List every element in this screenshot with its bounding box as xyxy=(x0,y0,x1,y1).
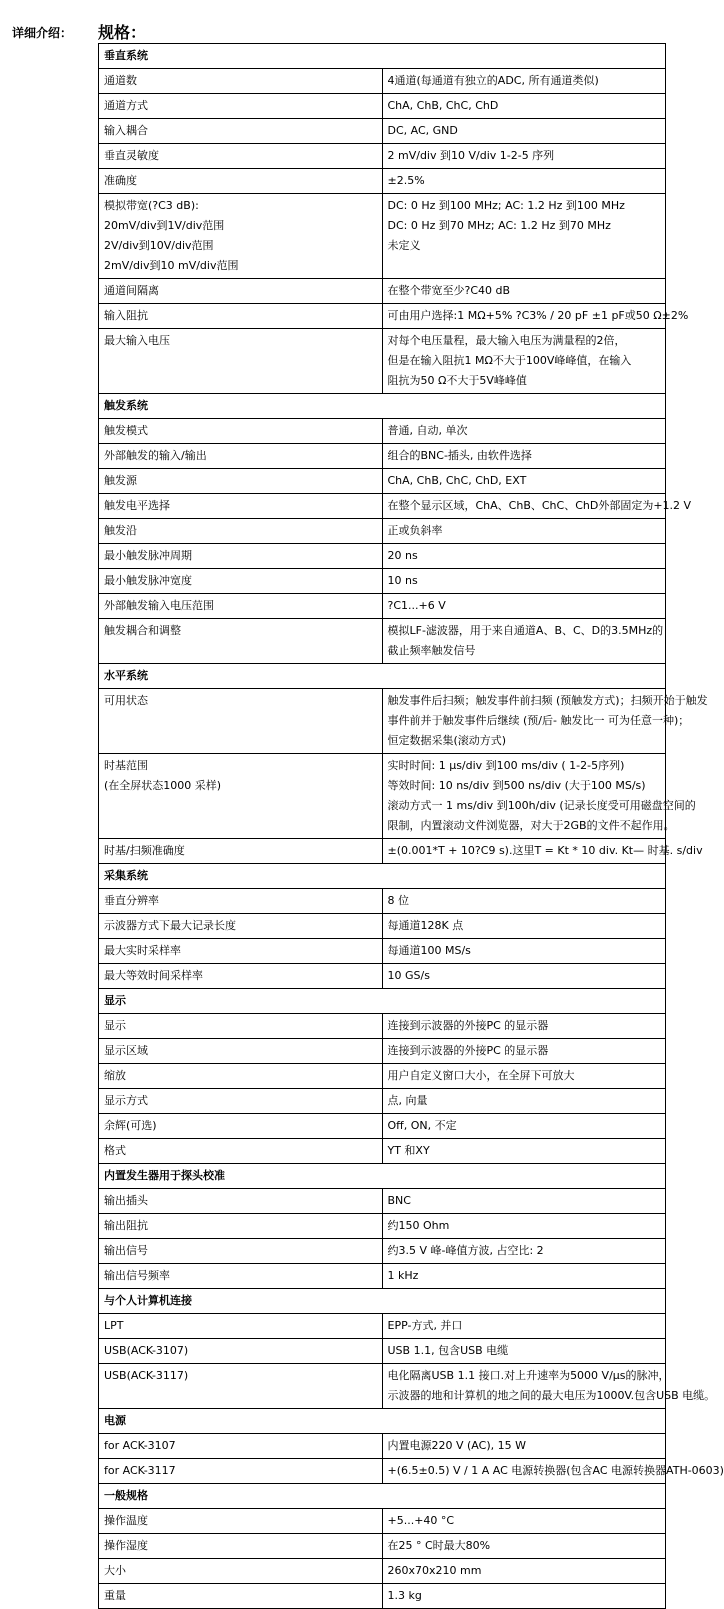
spec-value-cell xyxy=(382,914,666,939)
spec-value-cell xyxy=(382,69,666,94)
spec-value-cell xyxy=(382,494,692,519)
spec-value-cell xyxy=(382,1314,666,1339)
spec-row xyxy=(99,594,666,619)
spec-key-cell xyxy=(99,279,383,304)
spec-table xyxy=(98,43,724,1609)
spec-value-line: 阻抗为50 Ω不大于5V峰峰值 xyxy=(387,374,527,387)
spec-row xyxy=(99,754,666,839)
spec-key-line: 显示 xyxy=(104,1019,126,1032)
spec-row xyxy=(99,469,666,494)
spec-value-line: 内置电源220 V (AC), 15 W xyxy=(387,1439,526,1452)
spec-row xyxy=(99,304,666,329)
spec-value-line: 示波器的地和计算机的地之间的最大电压为1000V.包含USB 电缆。 xyxy=(387,1389,716,1402)
spec-value-cell xyxy=(382,1239,666,1264)
section-title: 垂直系统 xyxy=(99,44,666,69)
spec-value-line: 在整个显示区域，ChA、ChB、ChC、ChD外部固定为+1.2 V xyxy=(387,499,692,512)
spec-value-line: 每通道100 MS/s xyxy=(387,944,471,957)
spec-key-cell xyxy=(99,144,383,169)
spec-row xyxy=(99,94,666,119)
spec-row xyxy=(99,889,666,914)
spec-key-line: 最小触发脉冲宽度 xyxy=(104,574,192,587)
spec-row xyxy=(99,1364,666,1409)
spec-key-line: USB(ACK-3107) xyxy=(104,1344,189,1357)
spec-key-cell xyxy=(99,1264,383,1289)
spec-key-line: 大小 xyxy=(104,1564,126,1577)
spec-key-cell xyxy=(99,689,383,754)
spec-value-line: 等效时间: 10 ns/div 到500 ns/div (大于100 MS/s) xyxy=(387,779,646,792)
spec-value-cell xyxy=(382,1364,716,1409)
spec-value-cell xyxy=(382,1584,666,1609)
spec-row xyxy=(99,1039,666,1064)
spec-value-line: 事件前并于触发事件后继续 (预/后- 触发比一 可为任意一种)； xyxy=(387,714,690,727)
spec-value-cell xyxy=(382,939,666,964)
spec-value-cell xyxy=(382,1264,666,1289)
spec-key-cell xyxy=(99,1139,383,1164)
section-header-row xyxy=(99,664,666,689)
spec-key-cell xyxy=(99,1239,383,1264)
spec-value-line: 260x70x210 mm xyxy=(387,1564,482,1577)
spec-key-line: 2mV/div到10 mV/div范围 xyxy=(104,259,239,272)
spec-key-line: 通道间隔离 xyxy=(104,284,159,297)
spec-key-line: 输出插头 xyxy=(104,1194,148,1207)
spec-value-line: 对每个电压量程，最大输入电压为满量程的2倍， xyxy=(387,334,626,347)
spec-key-line: 最大实时采样率 xyxy=(104,944,181,957)
spec-row xyxy=(99,1089,666,1114)
spec-value-cell xyxy=(382,279,666,304)
spec-value-line: +(6.5±0.5) V / 1 A AC 电源转换器(包含AC 电源转换器ATH-0603) xyxy=(387,1464,724,1477)
spec-value-line: 限制，内置滚动文件浏览器，对大于2GB的文件不起作用。 xyxy=(387,819,675,832)
spec-row xyxy=(99,329,666,394)
spec-row xyxy=(99,1534,666,1559)
spec-key-cell xyxy=(99,594,383,619)
spec-value-cell xyxy=(382,689,708,754)
spec-row xyxy=(99,839,666,864)
spec-key-line: 时基范围 xyxy=(104,759,148,772)
spec-key-line: 触发沿 xyxy=(104,524,137,537)
spec-key-cell xyxy=(99,1509,383,1534)
spec-key-cell xyxy=(99,889,383,914)
spec-value-line: 但是在输入阻抗1 MΩ不大于100V峰峰值，在输入 xyxy=(387,354,632,367)
spec-value-cell xyxy=(382,194,666,279)
spec-value-line: 在整个带宽至少?C40 dB xyxy=(387,284,511,297)
spec-key-line: 触发源 xyxy=(104,474,137,487)
spec-value-line: 20 ns xyxy=(387,549,418,562)
spec-value-cell xyxy=(382,1064,666,1089)
spec-value-line: BNC xyxy=(387,1194,411,1207)
spec-row xyxy=(99,419,666,444)
spec-key-line: 显示方式 xyxy=(104,1094,148,1107)
spec-key-cell xyxy=(99,914,383,939)
spec-value-line: 4通道(每通道有独立的ADC, 所有通道类似) xyxy=(387,74,599,87)
spec-row xyxy=(99,1064,666,1089)
spec-value-line: 恒定数据采集(滚动方式) xyxy=(387,734,507,747)
spec-value-cell xyxy=(382,1459,724,1484)
spec-row xyxy=(99,569,666,594)
section-title: 电源 xyxy=(99,1409,666,1434)
spec-key-line: 余辉(可选) xyxy=(104,1119,157,1132)
spec-row xyxy=(99,1139,666,1164)
spec-key-line: 触发模式 xyxy=(104,424,148,437)
section-title: 一般规格 xyxy=(99,1484,666,1509)
spec-key-line: 垂直灵敏度 xyxy=(104,149,159,162)
spec-row xyxy=(99,914,666,939)
spec-value-line: ?C1...+6 V xyxy=(387,599,446,612)
spec-key-line: 显示区域 xyxy=(104,1044,148,1057)
spec-key-cell xyxy=(99,1039,383,1064)
spec-row xyxy=(99,194,666,279)
spec-value-line: 10 ns xyxy=(387,574,418,587)
spec-value-line: ±(0.001*T + 10?C9 s).这里T = Kt * 10 div. Kt— 时基. s/div xyxy=(387,844,703,857)
spec-value-line: 约3.5 V 峰-峰值方波, 占空比: 2 xyxy=(387,1244,544,1257)
spec-value-line: 点, 向量 xyxy=(387,1094,428,1107)
section-header-row xyxy=(99,44,666,69)
spec-key-cell xyxy=(99,304,383,329)
spec-key-cell xyxy=(99,619,383,664)
spec-value-line: Off, ON, 不定 xyxy=(387,1119,457,1132)
spec-value-cell xyxy=(382,444,666,469)
spec-row xyxy=(99,444,666,469)
spec-key-cell xyxy=(99,444,383,469)
spec-key-line: (在全屏状态1000 采样) xyxy=(104,779,222,792)
spec-value-line: DC: 0 Hz 到100 MHz; AC: 1.2 Hz 到100 MHz xyxy=(387,199,625,212)
section-title: 触发系统 xyxy=(99,394,666,419)
spec-row xyxy=(99,1559,666,1584)
spec-row xyxy=(99,1239,666,1264)
spec-key-line: 触发耦合和调整 xyxy=(104,624,181,637)
spec-value-line: YT 和XY xyxy=(387,1144,430,1157)
spec-value-cell xyxy=(382,144,666,169)
spec-value-cell xyxy=(382,1014,666,1039)
spec-value-cell xyxy=(382,94,666,119)
spec-key-line: 输出阻抗 xyxy=(104,1219,148,1232)
spec-value-line: 未定义 xyxy=(387,239,421,252)
spec-row xyxy=(99,619,666,664)
spec-row xyxy=(99,1584,666,1609)
spec-row xyxy=(99,1189,666,1214)
spec-key-cell xyxy=(99,469,383,494)
spec-row xyxy=(99,69,666,94)
spec-row xyxy=(99,494,666,519)
spec-value-cell xyxy=(382,1189,666,1214)
spec-key-cell xyxy=(99,1434,383,1459)
spec-row xyxy=(99,144,666,169)
spec-key-line: 20mV/div到1V/div范围 xyxy=(104,219,225,232)
spec-key-line: 输入耦合 xyxy=(104,124,148,137)
section-title: 显示 xyxy=(99,989,666,1014)
spec-key-cell xyxy=(99,1089,383,1114)
spec-row xyxy=(99,1339,666,1364)
spec-key-cell xyxy=(99,839,383,864)
spec-value-line: 2 mV/div 到10 V/div 1-2-5 序列 xyxy=(387,149,555,162)
spec-value-line: 组合的BNC-插头, 由软件选择 xyxy=(387,449,532,462)
spec-key-line: 2V/div到10V/div范围 xyxy=(104,239,214,252)
spec-key-line: LPT xyxy=(104,1319,124,1332)
spec-key-cell xyxy=(99,754,383,839)
spec-heading: 规格： xyxy=(98,23,147,42)
spec-key-line: 格式 xyxy=(104,1144,126,1157)
spec-value-cell xyxy=(382,1039,666,1064)
section-header-row xyxy=(99,989,666,1014)
spec-value-cell xyxy=(382,119,666,144)
section-title: 内置发生器用于探头校准 xyxy=(99,1164,666,1189)
spec-value-cell xyxy=(382,1139,666,1164)
spec-key-cell xyxy=(99,1314,383,1339)
spec-key-line: 外部触发输入电压范围 xyxy=(104,599,214,612)
spec-key-cell xyxy=(99,119,383,144)
spec-value-line: EPP-方式, 并口 xyxy=(387,1319,463,1332)
spec-value-line: 截止频率触发信号 xyxy=(387,644,476,657)
spec-key-line: 准确度 xyxy=(104,174,137,187)
spec-value-line: ±2.5% xyxy=(387,174,425,187)
spec-value-line: ChA, ChB, ChC, ChD, EXT xyxy=(387,474,527,487)
spec-value-cell xyxy=(382,1114,666,1139)
spec-row xyxy=(99,1509,666,1534)
spec-key-cell xyxy=(99,329,383,394)
spec-value-line: 连接到示波器的外接PC 的显示器 xyxy=(387,1019,549,1032)
spec-key-line: 操作湿度 xyxy=(104,1539,148,1552)
spec-key-line: 最大输入电压 xyxy=(104,334,170,347)
spec-value-cell xyxy=(382,1339,666,1364)
spec-key-cell xyxy=(99,1014,383,1039)
spec-row xyxy=(99,169,666,194)
spec-key-line: 时基/扫频准确度 xyxy=(104,844,185,857)
spec-key-cell xyxy=(99,494,383,519)
spec-key-line: 通道方式 xyxy=(104,99,148,112)
spec-value-line: 滚动方式一 1 ms/div 到100h/div (记录长度受可用磁盘空间的 xyxy=(387,799,696,812)
spec-key-line: 最小触发脉冲周期 xyxy=(104,549,192,562)
spec-value-line: 实时时间: 1 μs/div 到100 ms/div ( 1-2-5序列) xyxy=(387,759,625,772)
spec-key-cell xyxy=(99,1064,383,1089)
spec-key-cell xyxy=(99,544,383,569)
spec-key-line: 操作温度 xyxy=(104,1514,148,1527)
spec-value-cell xyxy=(382,839,703,864)
spec-value-line: 每通道128K 点 xyxy=(387,919,464,932)
spec-value-cell xyxy=(382,1509,666,1534)
spec-row xyxy=(99,689,666,754)
spec-value-cell xyxy=(382,1434,666,1459)
spec-key-cell xyxy=(99,1189,383,1214)
spec-value-line: DC: 0 Hz 到70 MHz; AC: 1.2 Hz 到70 MHz xyxy=(387,219,611,232)
spec-key-line: 输入阻抗 xyxy=(104,309,148,322)
spec-row xyxy=(99,119,666,144)
spec-value-line: 普通, 自动, 单次 xyxy=(387,424,468,437)
section-title: 水平系统 xyxy=(99,664,666,689)
spec-key-line: 示波器方式下最大记录长度 xyxy=(104,919,236,932)
spec-key-cell xyxy=(99,169,383,194)
spec-row xyxy=(99,519,666,544)
spec-key-cell xyxy=(99,1114,383,1139)
spec-key-line: USB(ACK-3117) xyxy=(104,1369,189,1382)
spec-value-line: 在25 ° C时最大80% xyxy=(387,1539,491,1552)
spec-row xyxy=(99,544,666,569)
spec-row xyxy=(99,279,666,304)
spec-key-cell xyxy=(99,569,383,594)
spec-key-cell xyxy=(99,519,383,544)
spec-value-cell xyxy=(382,169,666,194)
section-header-row xyxy=(99,394,666,419)
spec-key-line: 垂直分辨率 xyxy=(104,894,159,907)
section-header-row xyxy=(99,864,666,889)
spec-value-line: DC, AC, GND xyxy=(387,124,458,137)
spec-value-line: 连接到示波器的外接PC 的显示器 xyxy=(387,1044,549,1057)
spec-value-line: ChA, ChB, ChC, ChD xyxy=(387,99,499,112)
spec-key-line: 通道数 xyxy=(104,74,137,87)
spec-key-line: 最大等效时间采样率 xyxy=(104,969,203,982)
spec-value-line: 约150 Ohm xyxy=(387,1219,450,1232)
spec-key-line: for ACK-3117 xyxy=(104,1464,176,1477)
spec-key-cell xyxy=(99,69,383,94)
spec-value-cell xyxy=(382,419,666,444)
spec-value-cell xyxy=(382,964,666,989)
spec-key-cell xyxy=(99,1339,383,1364)
spec-key-cell xyxy=(99,1534,383,1559)
spec-key-cell xyxy=(99,939,383,964)
spec-row xyxy=(99,964,666,989)
spec-key-cell xyxy=(99,1584,383,1609)
spec-key-cell xyxy=(99,1559,383,1584)
spec-value-line: 模拟LF-滤波器，用于来自通道A、B、C、D的3.5MHz的 xyxy=(387,624,664,637)
spec-value-line: 触发事件后扫频；触发事件前扫频 (预触发方式)；扫频开始于触发 xyxy=(387,694,708,707)
spec-row xyxy=(99,1114,666,1139)
spec-value-line: 正或负斜率 xyxy=(387,524,443,537)
spec-row xyxy=(99,1014,666,1039)
spec-key-line: for ACK-3107 xyxy=(104,1439,176,1452)
spec-value-line: 用户自定义窗口大小，在全屏下可放大 xyxy=(387,1069,575,1082)
section-header-row xyxy=(99,1484,666,1509)
spec-row xyxy=(99,939,666,964)
spec-value-cell xyxy=(382,544,666,569)
spec-value-cell xyxy=(382,329,666,394)
spec-value-line: 10 GS/s xyxy=(387,969,430,982)
spec-key-line: 可用状态 xyxy=(104,694,148,707)
spec-value-cell xyxy=(382,519,666,544)
spec-value-cell xyxy=(382,754,696,839)
spec-table-body xyxy=(99,44,724,1609)
spec-key-line: 模拟带宽(?C3 dB): xyxy=(104,199,199,212)
spec-value-cell xyxy=(382,569,666,594)
spec-row xyxy=(99,1459,666,1484)
spec-key-line: 输出信号 xyxy=(104,1244,148,1257)
spec-row xyxy=(99,1264,666,1289)
spec-value-cell xyxy=(382,1214,666,1239)
spec-row xyxy=(99,1214,666,1239)
spec-value-cell xyxy=(382,469,666,494)
spec-key-line: 外部触发的输入/输出 xyxy=(104,449,207,462)
section-title: 采集系统 xyxy=(99,864,666,889)
spec-key-cell xyxy=(99,94,383,119)
spec-key-cell xyxy=(99,964,383,989)
spec-value-line: 8 位 xyxy=(387,894,409,907)
spec-key-line: 触发电平选择 xyxy=(104,499,170,512)
section-header-row xyxy=(99,1409,666,1434)
spec-key-line: 输出信号频率 xyxy=(104,1269,170,1282)
spec-value-cell xyxy=(382,1534,666,1559)
spec-key-line: 缩放 xyxy=(104,1069,126,1082)
spec-key-cell xyxy=(99,419,383,444)
spec-key-cell xyxy=(99,194,383,279)
spec-row xyxy=(99,1434,666,1459)
spec-value-line: 1.3 kg xyxy=(387,1589,422,1602)
spec-key-cell xyxy=(99,1459,383,1484)
spec-key-cell xyxy=(99,1214,383,1239)
spec-value-line: +5...+40 °C xyxy=(387,1514,455,1527)
spec-value-line: 可由用户选择:1 MΩ+5% ?C3% / 20 pF ±1 pF或50 Ω±2% xyxy=(387,309,689,322)
detail-intro-label: 详细介绍： xyxy=(12,26,73,40)
spec-value-line: 电化隔离USB 1.1 接口.对上升速率为5000 V/μs的脉冲， xyxy=(387,1369,670,1382)
spec-value-cell xyxy=(382,1559,666,1584)
spec-key-cell xyxy=(99,1364,383,1409)
spec-row xyxy=(99,1314,666,1339)
spec-value-cell xyxy=(382,619,666,664)
spec-value-cell xyxy=(382,304,689,329)
section-header-row xyxy=(99,1164,666,1189)
spec-value-cell xyxy=(382,889,666,914)
section-title: 与个人计算机连接 xyxy=(99,1289,666,1314)
spec-value-line: USB 1.1, 包含USB 电缆 xyxy=(387,1344,509,1357)
spec-value-cell xyxy=(382,594,666,619)
spec-value-line: 1 kHz xyxy=(387,1269,419,1282)
spec-value-cell xyxy=(382,1089,666,1114)
spec-key-line: 重量 xyxy=(104,1589,126,1602)
section-header-row xyxy=(99,1289,666,1314)
